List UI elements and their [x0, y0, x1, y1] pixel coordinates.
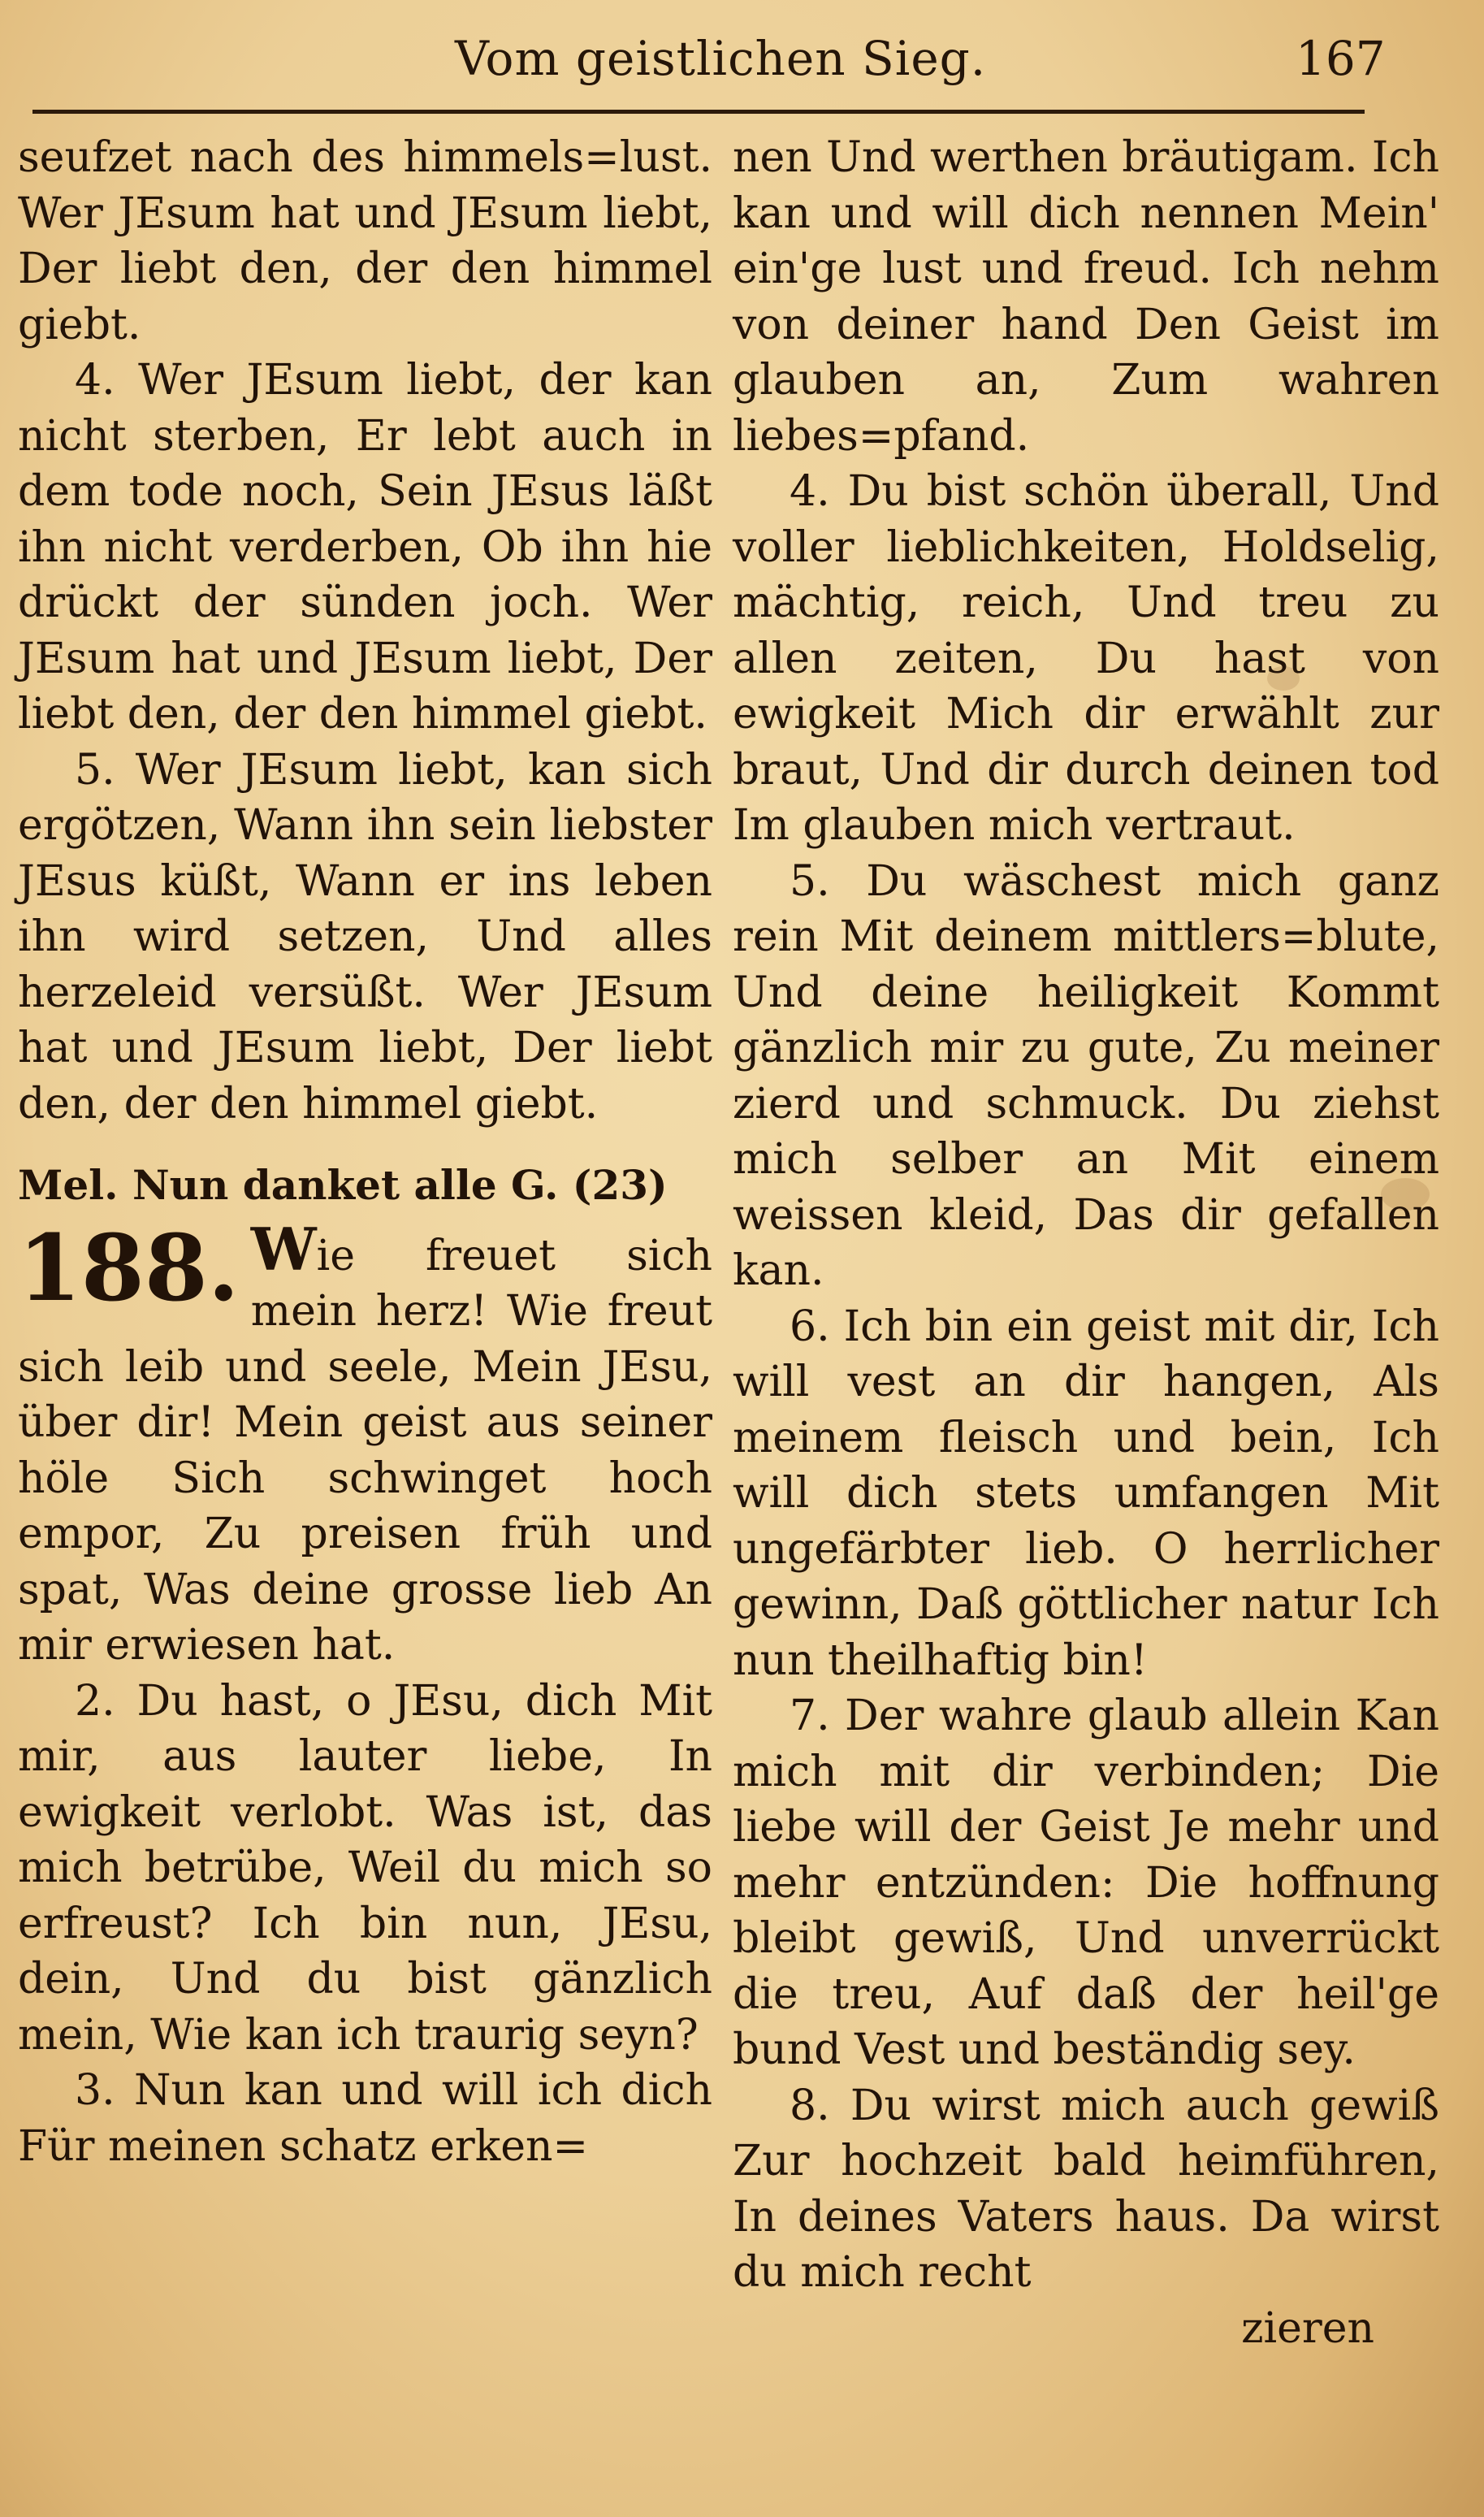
stanza-5: 5. Du wäschest mich ganz rein Mit deinem mittlers=blute, Und deine heiligkeit Kommt gänzlich mir zu gute, Zu meiner zierd und schmuck. Du ziehst mich selber an Mit einem weissen kleid, Das dir gefallen kan. [733, 856, 1439, 1295]
stanza-continuation: seufzet nach des himmels=lust. Wer JEsum hat und JEsum liebt, Der liebt den, der den himmel giebt. [18, 133, 712, 349]
melody-line: Mel. Nun danket alle G. (23) [18, 1161, 668, 1209]
stanza-4: 4. Wer JEsum liebt, der kan nicht sterben, Er lebt auch in dem tode noch, Sein JEsus läßt ihn nicht verderben, Ob ihn hie drückt der sünden joch. Wer JEsum hat und JEsum liebt, Der liebt den, der den himmel giebt. [18, 356, 712, 739]
stanza-3-continuation: nen Und werthen bräutigam. Ich kan und will dich nennen Mein' ein'ge lust und freud. Ich nehm von deiner hand Den Geist im glauben an, Zum wahren liebes=pfand. [733, 133, 1439, 461]
page-header [32, 31, 1386, 104]
stanza-4: 4. Du bist schön überall, Und voller lieblichkeiten, Holdselig, mächtig, reich, Und treu zu allen zeiten, Du hast von ewigkeit Mich dir erwählt zur braut, Und dir durch deinen tod Im glauben mich vertraut. [733, 467, 1439, 850]
stanza-7: 7. Der wahre glaub allein Kan mich mit dir verbinden; Die liebe will der Geist Je mehr und mehr entzünden: Die hoffnung bleibt gewiß, Und unverrückt die treu, Auf daß der heil'ge bund Vest und beständig sey. [733, 1692, 1439, 2074]
stanza-5: 5. Wer JEsum liebt, kan sich ergötzen, Wann ihn sein liebster JEsus küßt, Wann er ins leben ihn wird setzen, Und alles herzeleid versüßt. Wer JEsum hat und JEsum liebt, Der liebt den, der den himmel giebt. [18, 745, 712, 1129]
drop-cap: W [250, 1214, 317, 1284]
stanza-3: 3. Nun kan und will ich dich Für meinen schatz erken= [18, 2066, 712, 2171]
hymn-number: 188. [18, 1215, 240, 1322]
left-column [18, 130, 712, 2174]
stanza-2: 2. Du hast, o JEsu, dich Mit mir, aus lauter liebe, In ewigkeit verlobt. Was ist, das mich betrübe, Weil du mich so erfreust? Ich bin nun, JEsu, dein, Und du bist gänzlich mein, Wie kan ich traurig seyn? [18, 1676, 712, 2060]
stanza-6: 6. Ich bin ein geist mit dir, Ich will vest an dir hangen, Als meinem fleisch und bein, Ich will dich stets umfangen Mit ungefärbter lieb. O herrlicher gewinn, Daß göttlicher natur Ich nun theilhaftig bin! [733, 1302, 1439, 1685]
right-column [733, 130, 1439, 2356]
running-title: Vom geistlichen Sieg. [455, 31, 987, 86]
stanza-8: 8. Du wirst mich auch gewiß Zur hochzeit bald heimführen, In deines Vaters haus. Da wirst du mich recht [733, 2081, 1439, 2297]
stanza-1-text: ie freuet sich mein herz! Wie freut sich leib und seele, Mein JEsu, über dir! Mein geist aus seiner höle Sich schwinget hoch empor, Zu preisen früh und spat, Was deine grosse lieb An mir erwiesen hat. [18, 1231, 712, 1670]
page-number: 167 [1296, 31, 1386, 86]
catchword: zieren [1241, 2303, 1374, 2353]
header-rule [32, 110, 1365, 114]
hymn-188-stanza-1 [18, 1214, 712, 1674]
